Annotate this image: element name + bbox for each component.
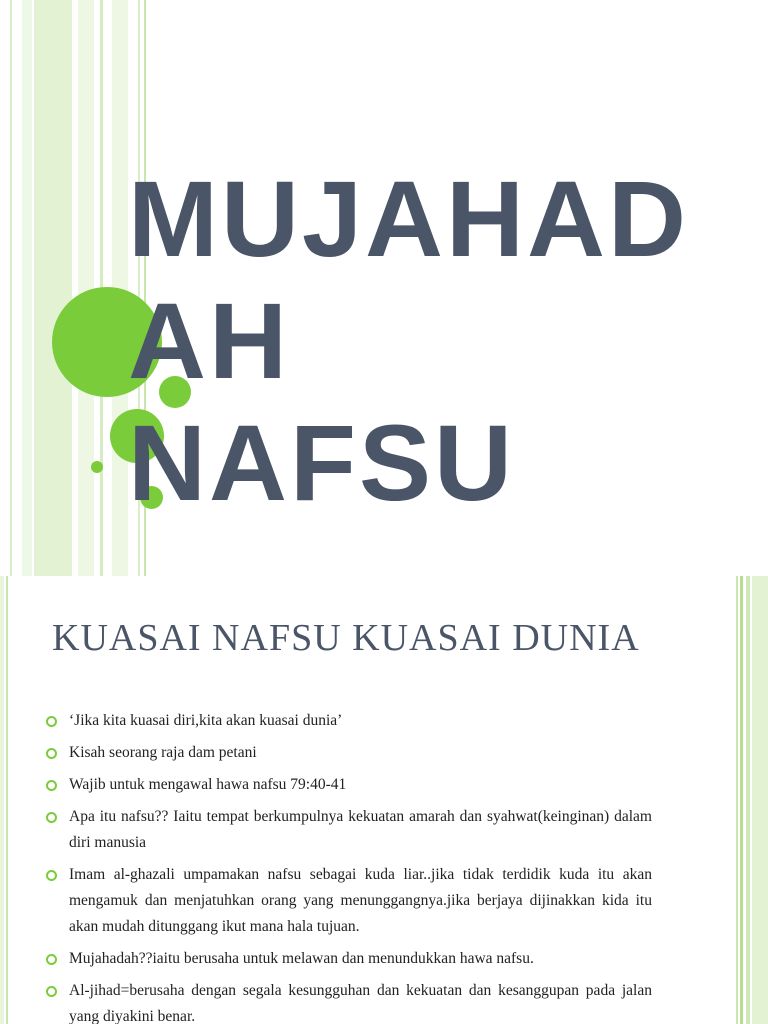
content-slide	[0, 576, 768, 1024]
bullet-text: Apa itu nafsu?? Iaitu tempat berkumpulnya kekuatan amarah dan syahwat(keinginan) dalam diri manusia	[69, 808, 652, 851]
bullet-item	[46, 862, 652, 940]
bullet-item	[46, 946, 652, 972]
bullet-text: Kisah seorang raja dam petani	[69, 744, 257, 761]
decorative-stripe	[746, 576, 750, 1024]
decorative-stripe	[736, 576, 738, 1024]
decorative-stripe	[6, 576, 8, 1024]
slide-heading: KUASAI NAFSU KUASAI DUNIA	[52, 617, 640, 659]
decorative-stripe	[22, 0, 32, 576]
bullet-item	[46, 772, 652, 798]
bullet-circle-icon	[46, 986, 57, 997]
decorative-stripe	[0, 576, 4, 1024]
bullet-text: Al-jihad=berusaha dengan segala kesungguhan dan kekuatan dan kesanggupan pada jalan yang diyakini benar.	[69, 982, 652, 1024]
decorative-stripe	[752, 576, 768, 1024]
bullet-text: Mujahadah??iaitu berusaha untuk melawan dan menundukkan hawa nafsu.	[69, 950, 534, 967]
slide-title-line-2: AH NAFSU	[128, 280, 515, 523]
bullet-circle-icon	[46, 954, 57, 965]
bullet-item	[46, 804, 652, 856]
bullet-item	[46, 978, 652, 1024]
bullet-circle-icon	[46, 870, 57, 881]
bullet-circle-icon	[46, 812, 57, 823]
bullet-circle-icon	[46, 748, 57, 759]
slide-title-line-1: MUJAHAD	[128, 158, 689, 279]
bullet-text: ‘Jika kita kuasai diri,kita akan kuasai dunia’	[69, 712, 343, 729]
bullet-item	[46, 708, 652, 734]
slide-title	[128, 158, 688, 524]
decorative-stripe	[740, 576, 743, 1024]
bullet-circle-icon	[46, 780, 57, 791]
bullet-item	[46, 740, 652, 766]
bullet-circle-icon	[46, 716, 57, 727]
bullet-text: Imam al-ghazali umpamakan nafsu sebagai kuda liar..jika tidak terdidik kuda itu akan mengamuk dan menjatuhkan orang yang menunggangnya.jika berjaya dijinakkan kida itu akan mudah ditunggang ikut mana hala tujuan.	[69, 866, 652, 935]
decorative-stripe	[10, 0, 12, 576]
bullet-text: Wajib untuk mengawal hawa nafsu 79:40-41	[69, 776, 347, 793]
bullet-list	[46, 708, 652, 1024]
decorative-circle	[91, 461, 103, 473]
decorative-stripe	[34, 0, 72, 576]
